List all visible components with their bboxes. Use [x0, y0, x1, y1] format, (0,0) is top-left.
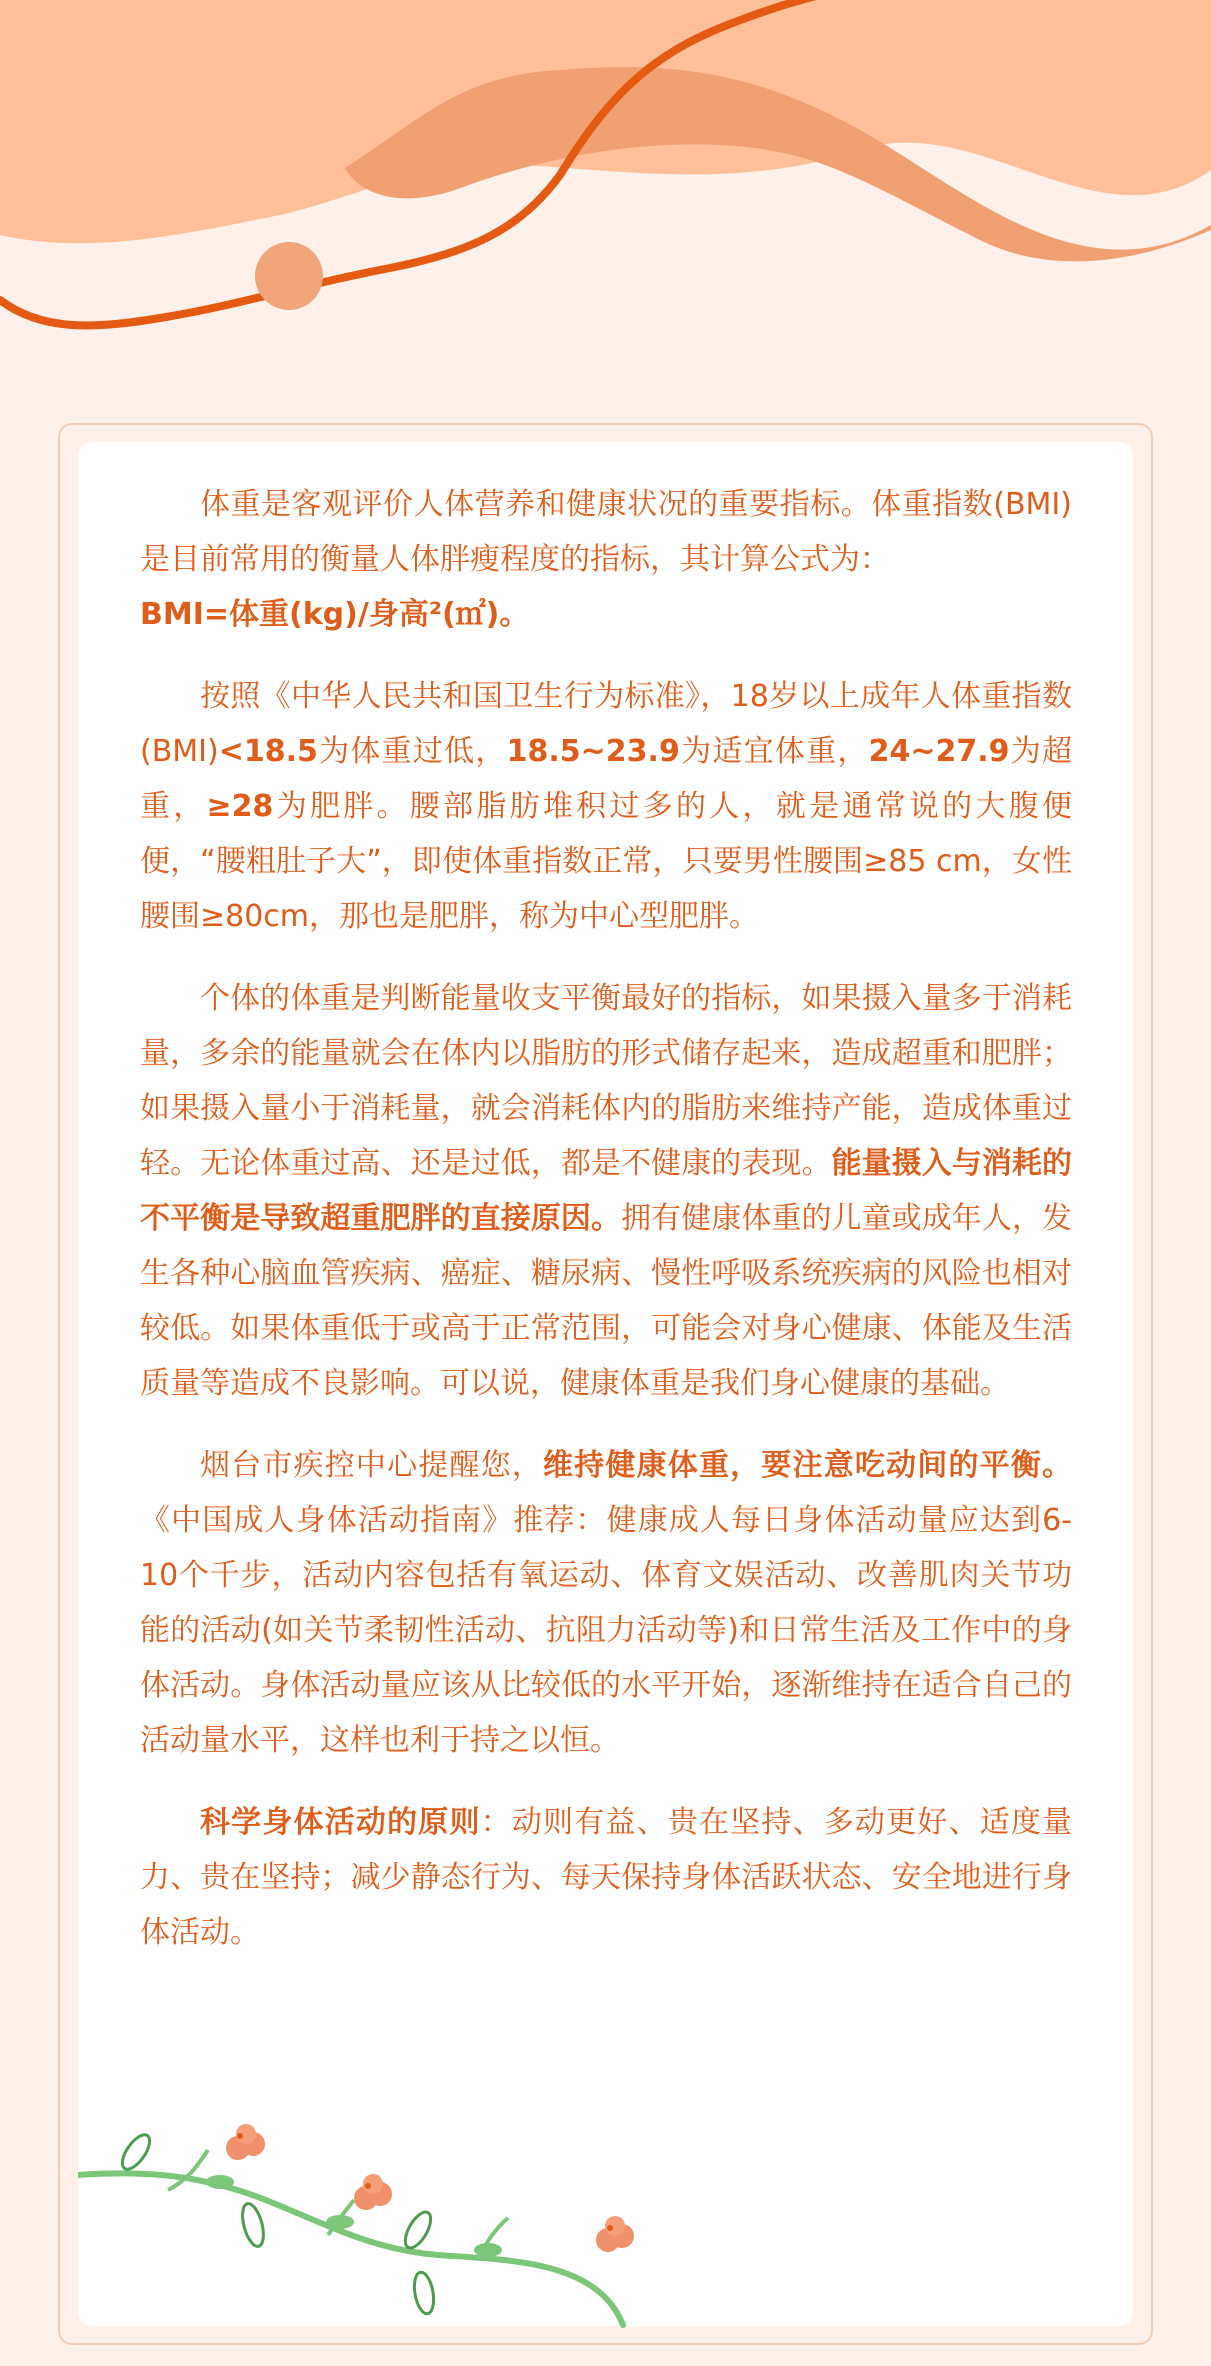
paragraph-activity-principles — [140, 1795, 1072, 1960]
vine-stem — [78, 2173, 623, 2325]
reminder-text-2: 《中国成人身体活动指南》推荐：健康成人每日身体活动量应达到6-10个千步，活动内容包括有氧运动、体育文娱活动、改善肌肉关节功能的活动(如关节柔韧性活动、抗阻力活动等)和日常生活及工作中的身体活动。身体活动量应该从比较低的水平开始，逐渐维持在适合自己的活动量水平，这样也利于持之以恒。 — [140, 1503, 1072, 1758]
principles-text: ：动则有益、贵在坚持、多动更好、适度量力、贵在坚持；减少静态行为、每天保持身体活跃状态、安全地进行身体活动。 — [140, 1805, 1073, 1950]
leaf-icon — [400, 2208, 436, 2252]
paragraph-bmi-intro — [140, 477, 1072, 642]
standard-text-1: 按照《中华人民共和国卫生行为标准》，18岁以上成年人体重指数(BMI) — [140, 679, 1072, 769]
leaf-icon — [206, 2175, 234, 2189]
leaf-icon — [117, 2130, 155, 2173]
wave-header-decoration — [0, 0, 1211, 360]
vine-branch — [168, 2150, 508, 2258]
flower-icon — [354, 2174, 392, 2210]
flower-vine-decoration — [78, 2110, 668, 2330]
energy-text-2: 拥有健康体重的儿童或成年人，发生各种心脑血管疾病、癌症、糖尿病、慢性呼吸系统疾病的风险也相对较低。如果体重低于或高于正常范围，可能会对身心健康、体能及生活质量等造成不良影响。可以说，健康体重是我们身心健康的基础。 — [140, 1201, 1073, 1401]
orange-dot — [255, 242, 323, 310]
bmi-normal-range: 18.5~23.9 — [506, 734, 680, 769]
flower-icon — [596, 2216, 634, 2252]
bmi-obese-threshold: ≥28 — [206, 789, 274, 824]
bmi-overweight-range: 24~27.9 — [868, 734, 1010, 769]
standard-text-2: 为体重过低， — [317, 734, 507, 769]
standard-text-4: 为超重， — [140, 734, 1073, 824]
reminder-text-1: 烟台市疾控中心提醒您， — [200, 1448, 544, 1483]
paragraph-energy-balance — [140, 971, 1072, 1411]
standard-text-5: 为肥胖。腰部脂肪堆积过多的人，就是通常说的大腹便便，“腰粗肚子大”，即使体重指数正常，只要男性腰围≥85 cm，女性腰围≥80cm，那也是肥胖，称为中心型肥胖。 — [140, 789, 1072, 934]
bmi-intro-text: 体重是客观评价人体营养和健康状况的重要指标。体重指数(BMI)是目前常用的衡量人体胖瘦程度的指标，其计算公式为： — [140, 487, 1072, 577]
leaf-icon — [239, 2201, 268, 2248]
reminder-key-point: 维持健康体重，要注意吃动间的平衡。 — [543, 1448, 1073, 1483]
bmi-low-threshold: <18.5 — [218, 734, 318, 769]
article-content — [140, 477, 1072, 1987]
energy-key-point: 能量摄入与消耗的不平衡是导致超重肥胖的直接原因。 — [140, 1146, 1073, 1236]
leaf-icon — [326, 2215, 354, 2229]
leaf-icon — [411, 2271, 436, 2315]
energy-text-1: 个体的体重是判断能量收支平衡最好的指标，如果摄入量多于消耗量，多余的能量就会在体内以脂肪的形式储存起来，造成超重和肥胖；如果摄入量小于消耗量，就会消耗体内的脂肪来维持产能，造成体重过轻。无论体重过高、还是过低，都是不健康的表现。 — [140, 981, 1072, 1181]
paragraph-bmi-standard — [140, 669, 1072, 944]
flower-icon — [226, 2124, 265, 2160]
leaf-icon — [474, 2243, 502, 2257]
standard-text-3: 为适宜体重， — [679, 734, 869, 769]
bmi-formula: BMI=体重(kg)/身高²(㎡)。 — [140, 597, 530, 632]
principles-heading: 科学身体活动的原则 — [200, 1805, 481, 1840]
paragraph-cdc-reminder — [140, 1438, 1072, 1768]
